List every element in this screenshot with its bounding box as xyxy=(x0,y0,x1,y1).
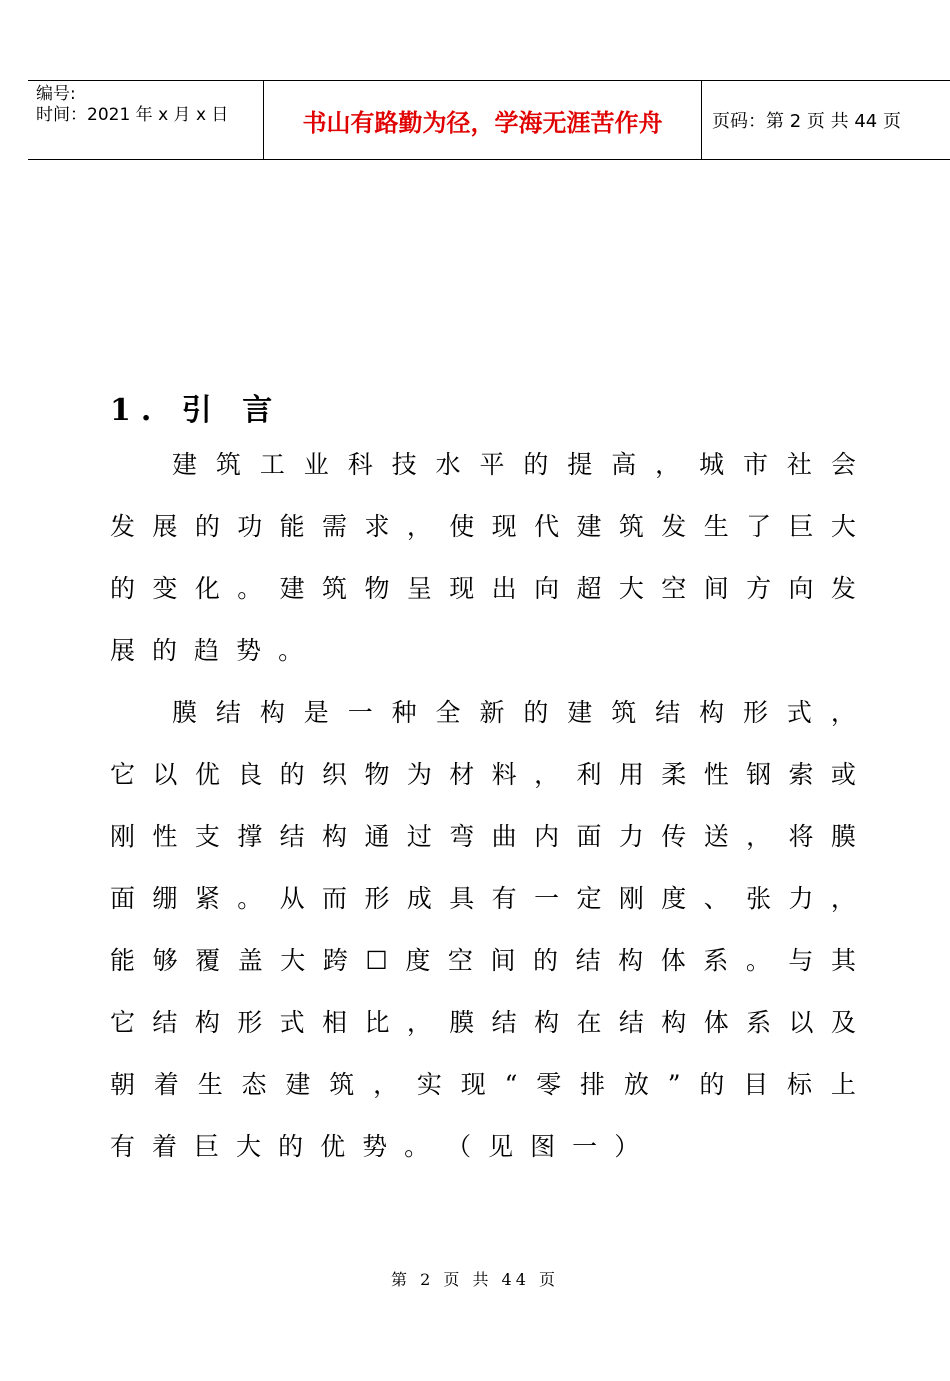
header-page-info: 页码：第 2 页 共 44 页 xyxy=(712,111,901,132)
paragraph-line: 朝 着 生 态 建 筑 ， 实 现 “ 零 排 放 ” 的 目 标 上 xyxy=(110,1070,856,1099)
paragraph-line: 它 以 优 良 的 织 物 为 材 料 ， 利 用 柔 性 钢 索 或 xyxy=(110,760,856,789)
paragraph-line: 有 着 巨 大 的 优 势 。 （ 见 图 一 ） xyxy=(110,1132,640,1161)
paragraph-line: 的 变 化 。 建 筑 物 呈 现 出 向 超 大 空 间 方 向 发 xyxy=(110,574,856,603)
page-footer: 第 2 页 共 44 页 xyxy=(391,1270,559,1289)
document-header xyxy=(28,80,950,160)
paragraph-line: 面 绷 紧 。 从 而 形 成 具 有 一 定 刚 度 、 张 力 ， xyxy=(110,884,856,913)
paragraph-line: 发 展 的 功 能 需 求 ， 使 现 代 建 筑 发 生 了 巨 大 xyxy=(110,512,856,541)
time-label: 时间：2021 年 x 月 x 日 xyxy=(36,105,229,125)
header-motto: 书山有路勤为径，学海无涯苦作舟 xyxy=(302,108,663,137)
paragraph-line: 膜 结 构 是 一 种 全 新 的 建 筑 结 构 形 式 ， xyxy=(172,698,856,727)
paragraph-line: 刚 性 支 撑 结 构 通 过 弯 曲 内 面 力 传 送 ， 将 膜 xyxy=(110,822,856,851)
header-divider xyxy=(701,81,702,159)
paragraph-line: 展 的 趋 势 。 xyxy=(110,636,304,665)
section-heading: 1. 引 言 xyxy=(110,393,283,428)
paragraph-line: 能 够 覆 盖 大 跨 ☐ 度 空 间 的 结 构 体 系 。 与 其 xyxy=(110,946,856,975)
paragraph-line: 它 结 构 形 式 相 比 ， 膜 结 构 在 结 构 体 系 以 及 xyxy=(110,1008,856,1037)
paragraph-line: 建 筑 工 业 科 技 水 平 的 提 高 ， 城 市 社 会 xyxy=(172,450,856,479)
header-meta xyxy=(36,84,228,126)
number-label: 编号: xyxy=(36,84,76,104)
